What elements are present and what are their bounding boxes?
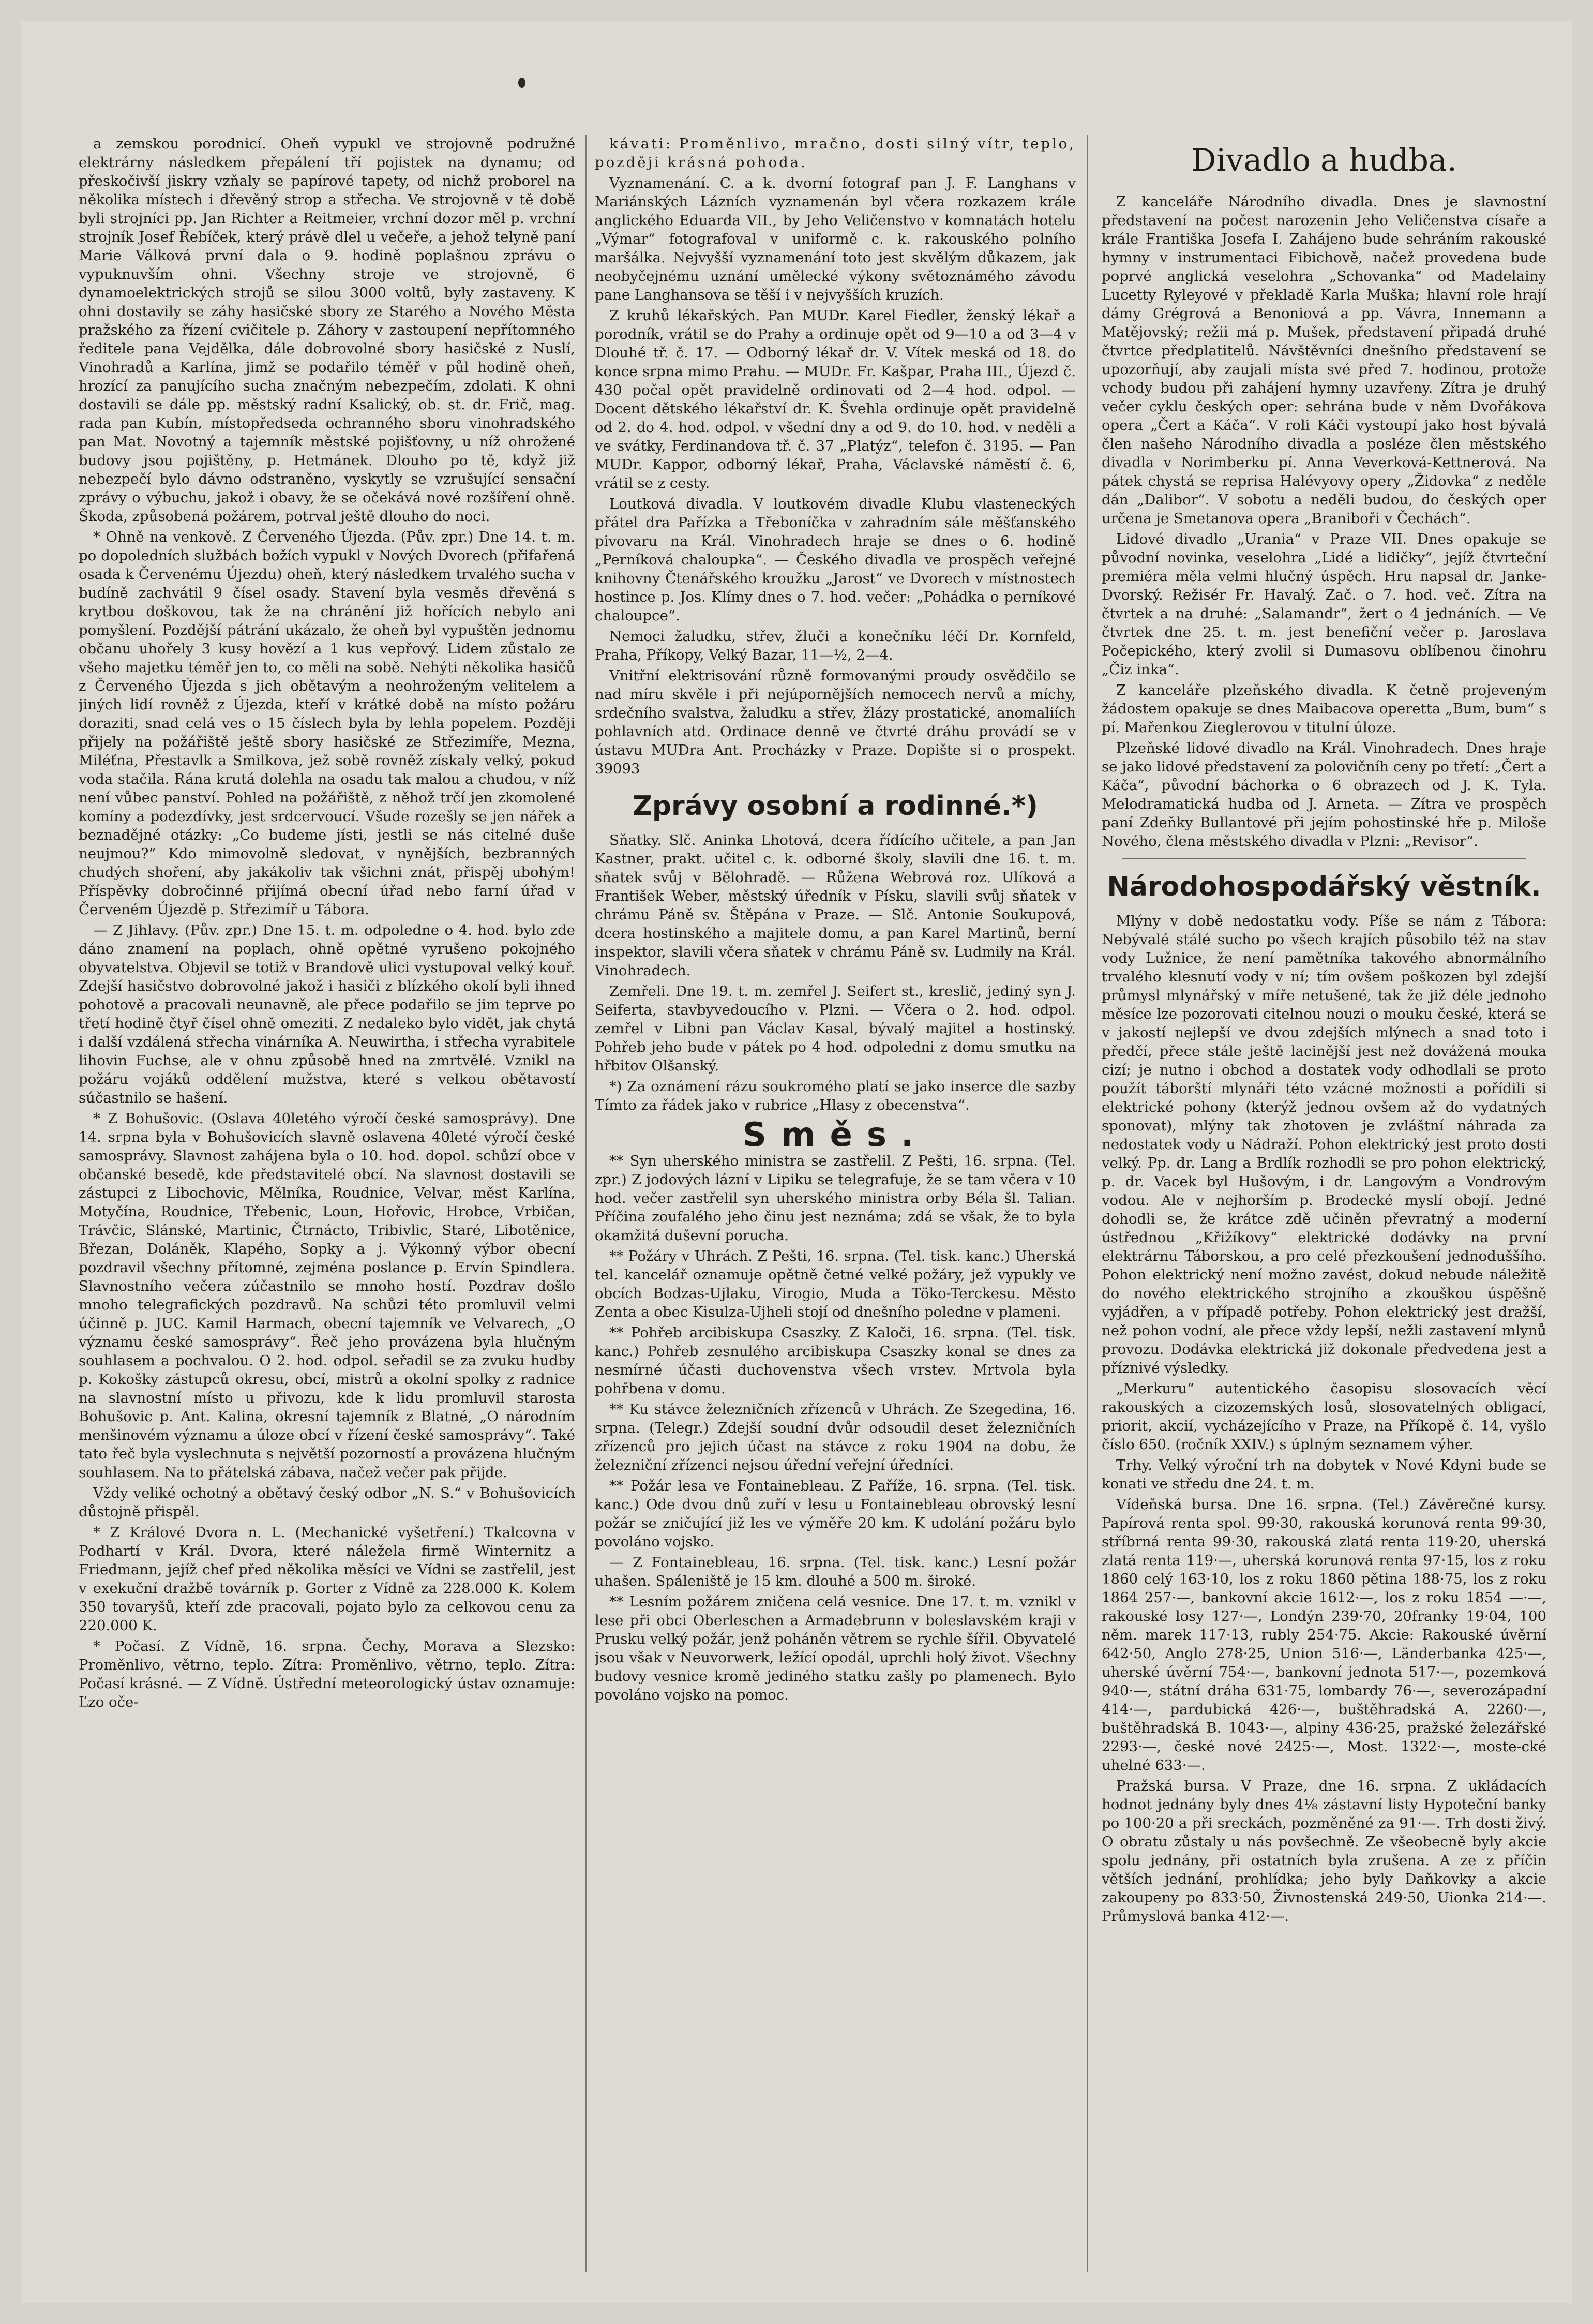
section-heading-economic-bulletin: Národohospodářský věstník.: [1107, 871, 1541, 902]
article-paragraph: Z kanceláře Národního divadla. Dnes je slavnostní představení na počest narozenin Jeho Veličenstva císaře a krále Františka Josefa I. Zahájeno bude sehráním rakouské hymny v instrumentaci Fibichově, načež provedena bude poprvé anglická veselohra „Schovanka“ od Madelainy Lucetty Ryleyové v překladě Karla Muška; hlavní role hrají dámy Grégrová a Benoniová a pp. Vávra, Innemann a Matějovský; režii má p. Mušek, představení připadá druhé čtvrtce předplatitelů. Návštěvníci dnešního představení se upozorňují, aby zaujali místa své před 7. hodinou, protože vchody budou při zahájení hymny uzavřeny. Zítra je druhý večer cyklu českých oper: sehrána bude v něm Dvořákova opera „Čert a Káča“. V roli Káči vystoupí jako host bývalá člen našeho Národního divadla a posléze člen městského divadla v Norimberku pí. Anna Veverková-Kettnerová. Na pátek chystá se reprisa Halévyovy opery „Židovka“ z neděle dán „Dalibor“. V sobotu a neděli budou, do českých oper určena je Smetanova opera „Braniboři v Čechách“.: [1102, 193, 1546, 527]
column-3: [1102, 135, 1546, 2283]
article-paragraph: Sňatky. Slč. Aninka Lhotová, dcera řídícího učitele, a pan Jan Kastner, prakt. učitel c. k. odborné školy, slavili dne 16. t. m. sňatek svůj v Bělohradě. — Růžena Webrová roz. Ulíková a František Weber, městský úředník v Písku, slavili svůj sňatek v chrámu Páně sv. Štěpána v Praze. — Slč. Antonie Soukupová, dcera hostinského a majitele domu, a pan Karel Martinů, berní inspektor, slavili včera sňatek v chrámu Páně sv. Ludmily na Král. Vinohradech.: [595, 832, 1076, 979]
weather-forecast: kávati: Proměnlivo, mračno, dosti silný vítr, teplo, později krásná pohoda.: [595, 136, 1076, 171]
article-paragraph: — Z Fontainebleau, 16. srpna. (Tel. tisk. kanc.) Lesní požár uhašen. Spáleniště je 15 km. dlouhé a 500 m. široké.: [595, 1554, 1076, 1589]
article-paragraph: ** Pohřeb arcibiskupa Csaszky. Z Kaloči, 16. srpna. (Tel. tisk. kanc.) Pohřeb zesnulého arcibiskupa Csaszky konal se dnes za nesmírné účasti duchovenstva všech vrstev. Mrtvola byla pohřbena v domu.: [595, 1324, 1076, 1397]
article-paragraph: * Z Králové Dvora n. L. (Mechanické vyšetření.) Tkalcovna v Podhartí v Král. Dvora, které náležela firmě Winternitz a Friedmann, jejíž chef před několika měsíci ve Vídni se zastřelil, jest v exekuční dražbě továrník p. Gorter z Vídně za 228.000 K. Kolem 350 tovaryšů, kteří zde pracovali, pojato bylo za celkovou cenu za 220.000 K.: [79, 1524, 575, 1634]
column-rule: [585, 135, 587, 2272]
article-paragraph: Plzeňské lidové divadlo na Král. Vinohradech. Dnes hraje se jako lidové představení za polovičníh ceny po třetí: „Čert a Káča“, původní báchorka o 6 obrazech od J. K. Tyla. Melodramatická hudba od J. Arneta. — Zítra ve prospěch paní Zdeňky Bullantové při jejím pohostinské hře p. Miloše Nového, člena městského divadla v Plzni: „Revisor“.: [1102, 740, 1546, 850]
article-paragraph: — Z Jihlavy. (Pův. zpr.) Dne 15. t. m. odpoledne o 4. hod. bylo zde dáno znamení na poplach, ohně opětné vyrušeno pokojného obyvatelstva. Objevil se totiž v Brandově ulici vystupoval velký kouř. Zdejší hasičstvo dobrovolné jakož i hasiči z blízkého okolí byli ihned pohotově a pracovali neunavně, ale přece podařilo se jim teprve po třetí hodině čtyř čísel ohně omeziti. Z nedaleko bylo vidět, jak chytá i další vzdálená střecha vinárníka A. Neuwirtha, i střecha vyrabitele lihovin Fuchse, ale v ohnu způsobě hned na zmrtvělé. Vznikl na požáru vojáků oddělení mužstva, které s velkou obětavostí súčastnilo se hašení.: [79, 922, 575, 1106]
advertisement: Vnitřní elektrisování různě formovanými proudy osvědčilo se nad míru skvěle i při nejúpornějších nemocech nervů a míchy, srdečního svalstva, žaludku a střev, žlázy prostatické, anomaliích pohlavních atd. Ordinace denně ve čtvrté dráhu provádí se v ústavu MUDra Ant. Procházky v Praze. Dopište si o prospekt. 39093: [595, 667, 1076, 777]
column-2: [595, 135, 1076, 2283]
footnote: *) Za oznámení rázu soukromého platí se jako inserce dle sazby Tímto za řádek jako v rubrice „Hlasy z obecenstva“.: [595, 1078, 1076, 1113]
section-heading-personal-news: Zprávy osobní a rodinné.*): [633, 791, 1038, 822]
column-rule: [1087, 135, 1088, 2272]
article-paragraph: ** Požár lesa ve Fontainebleau. Z Paříže, 16. srpna. (Tel. tisk. kanc.) Ode dvou dnů zuří v lesu u Fontainebleau obrovský lesní požár se zničující již les ve výměře 20 km. K udolání požáru bylo povoláno vojsko.: [595, 1478, 1076, 1550]
section-heading-theatre-music: Divadlo a hudba.: [1191, 142, 1457, 178]
article-paragraph: * Ohně na venkově. Z Červeného Újezda. (Pův. zpr.) Dne 14. t. m. po dopoledních službách božích vypukl v Nových Dvorech (přifařená osada k Červenému Újezdu) oheň, který následkem trvalého sucha v budíně zachvátil 9 čísel osady. Stavení byla vesměs dřevěná s krytbou doškovou, tak že na chránění již hořících nebylo ani pomyšlení. Pozdější pátrání ukázalo, že oheň byl vypuštěn jednomu občanu uhořely 3 kusy hovězí a 1 kus vepřový. Lidem zůstalo ze všeho majetku téměř jen to, co měli na sobě. Nehýti několika hasičů z Červeného Újezda s jich obětavým a neohroženým velitelem a jiných lidí rovněž z Újezda, kteří v krátké době na místo požáru doraziti, snad celá ves o 15 číslech byla by lehla popelem. Později přijely na požářiště ještě sbory hasičské ze Střezimíře, Mezna, Miléťna, Přestavlk a Smilkova, jež sobě rovněž získaly velký, pokud voda stačila. Rána krutá dolehla na osadu tak malou a chudou, v níž není vůbec panství. Pohled na požářiště, z něhož trčí jen zkomolené komíny a podezdívky, jest srdcervoucí. Všude rozešly se jen nářek a beznadějné otázky: „Co budeme jísti, jestli se nás citelné duše neujmou?“ Kdo mimovolně sledovat, v nynějších, bezbranných chudých shoření, aby jakákoliv tak všichni znát, přispěj ubohým! Příspěvky dobročinné přijímá obecní úřad nebo farní úřad v Červeném Újezdě p. Střezimíř u Tábora.: [79, 529, 575, 918]
section-heading-miscellany: Směs.: [742, 1116, 928, 1154]
article-paragraph: Z kruhů lékařských. Pan MUDr. Karel Fiedler, ženský lékař a porodník, vrátil se do Prahy a ordinuje opět od 9—10 a od 3—4 v Dlouhé tř. č. 17. — Odborný lékař dr. V. Vítek meská od 18. do konce srpna mimo Prahu. — MUDr. Fr. Kašpar, Praha III., Újezd č. 430 počal opět pravidelně ordinovati od 2—4 hod. odpol. — Docent dětského lékařství dr. K. Švehla ordinuje opět pravidelně od 2. do 4. hod. odpol. v všední dny a od 9. do 10. hod. v neděli a ve svátky, Ferdinandova tř. č. 37 „Platýz“, telefon č. 3195. — Pan MUDr. Kappor, odborný lékař, Praha, Václavské náměstí č. 6, vrátil se z cesty.: [595, 307, 1076, 491]
article-paragraph: Vždy veliké ochotný a obětavý český odbor „N. S.“ v Bohušovicích důstojně přispěl.: [79, 1485, 575, 1520]
article-paragraph: Vídeňská bursa. Dne 16. srpna. (Tel.) Závěrečné kursy. Papírová renta spol. 99·30, rakouská korunová renta 99·30, stříbrná renta 99·30, rakouská zlatá renta 119·20, uherská zlatá renta 119·—, uherská korunová renta 97·15, los z roku 1860 celý 163·10, los z roku 1860 pětina 188·75, los z roku 1864 257·—, bankovní akcie 1612·—, los z roku 1854 —·—, rakouské losy 127·—, Londýn 239·70, 20franky 19·04, 100 něm. marek 117·13, rubly 254·75. Akcie: Rakouské úvěrní 642·50, Anglo 278·25, Union 516·—, Länderbanka 425·—, uherské úvěrní 754·—, bankovní jednota 517·—, pozemková 940·—, státní dráha 631·75, lombardy 76·—, severozápadní 414·—, pardubická 426·—, buštěhradská A. 2260·—, buštěhradská B. 1043·—, alpiny 436·25, pražské železářské 2293·—, české nové 2425·—, Most. 1322·—, moste-cké uhelné 633·—.: [1102, 1496, 1546, 1774]
article-paragraph: a zemskou porodnicí. Oheň vypukl ve strojovně podružné elektrárny následkem přepálení tří pojistek na dynamu; od přeskočivší jiskry vzňaly se papírové tapety, od nichž proborel na několika místech i dřevěný strop a střecha. Ve strojovně v tě době byli strojníci pp. Jan Richter a Reitmeier, vrchní dozor měl p. vrchní strojník Josef Řebíček, který právě dlel u večeře, a jehož telyně paní Marie Válková první dala o 9. hodině poplašnou zprávu o vypuknuvším ohni. Všechny stroje ve strojovně, 6 dynamoelektrických strojů se silou 3000 voltů, byly zastaveny. K ohni dostavily se záhy hasičské sbory ze Starého a Nového Města pražského za řízení cvičitele p. Záhory v zastoupení nepřítomného ředitele pana Vejdělka, dále dobrovolné sbory hasičské z Nuslí, Vinohradů a Karlína, jimž se podařilo téměř v půl hodině oheň, hrozící za panujícího sucha značným nebezpečím, zdolati. K ohni dostavili se dále pp. městský radní Ksalický, ob. st. dr. Frič, mag. rada pan Kubín, místopředseda ochranného sboru vinohradského pan Mat. Novotný a tajemník městské pojišťovny, u níž ohrožené budovy jsou pojištěny, p. Hetmánek. Dlouho po tě, když již nebezpečí bylo dávno odstraněno, vyskytly se vzrušující sensační zprávy o výbuchu, jakož i obavy, že se očekává nové rozšíření ohně. Škoda, způsobená požárem, potrval ještě dlouho do noci.: [79, 136, 575, 525]
advertisement: Nemoci žaludku, střev, žluči a konečníku léčí Dr. Kornfeld, Praha, Příkopy, Velký Bazar, 11—½, 2—4.: [595, 628, 1076, 663]
article-paragraph: ** Syn uherského ministra se zastřelil. Z Pešti, 16. srpna. (Tel. zpr.) Z jodových lázní v Lipiku se telegrafuje, že se tam včera v 10 hod. večer zastřelil syn uherského ministra orby Béla šl. Talian. Příčina zoufalého jeho činu jest neznáma; zdá se však, že to byla okamžitá duševní porucha.: [595, 1153, 1076, 1244]
article-paragraph: Loutková divadla. V loutkovém divadle Klubu vlasteneckých přátel dra Pařízka a Třeboníčka v zahradním sále měšťanského pivovaru na Král. Vinohradech hraje se dnes o 6. hodině „Perníková chaloupka“. — Českého divadla ve prospěch veřejné knihovny Čtenářského kroužku „Jarost“ ve Dvorech v místnostech hostince p. Jos. Klímy dnes o 7. hod. večer: „Pohádka o perníkové chaloupce“.: [595, 496, 1076, 624]
article-paragraph: Lidové divadlo „Urania“ v Praze VII. Dnes opakuje se původní novinka, veselohra „Lidé a lidičky“, jejíž čtvrteční premiéra měla velmi hlučný úspěch. Hru napsal dr. Janke-Dvorský. Režisér Fr. Havalý. Zač. o 7. hod. več. Zítra na čtvrtek a na druhé: „Salamandr“, žert o 4 jednáních. — Ve čtvrtek dne 25. t. m. jest benefiční večer p. Jaroslava Počepického, který zvolil si Dumasovu oblíbenou činohru „Čiz inka“.: [1102, 531, 1546, 678]
article-paragraph: Zemřeli. Dne 19. t. m. zemřel J. Seifert st., kreslič, jediný syn J. Seiferta, stavbyvedoucího v. Plzni. — Včera o 2. hod. odpol. zemřel v Libni pan Václav Kasal, bývalý majitel a hostinský. Pohřeb jeho bude v pátek po 4 hod. odpoledni z domu smutku na hřbitov Olšanský.: [595, 983, 1076, 1074]
article-paragraph: Trhy. Velký výroční trh na dobytek v Nové Kdyni bude se konati ve středu dne 24. t. m.: [1102, 1457, 1546, 1492]
article-paragraph: Pražská bursa. V Praze, dne 16. srpna. Z ukládacích hodnot jednány byly dnes 4⅛ zástavní listy Hypoteční banky po 100·20 a při sreckách, pozměněné za 91·—. Trh dosti živý. O obratu zůstaly u nás povšechně. Ze všeobecně byly akcie spolu jednány, při ostatních byla zrušena. A ze z příčin větších jednání, prohlídka; jeho byly Daňkovky a akcie zakoupeny po 833·50, Živnostenská 249·50, Uionka 214·—. Průmyslová banka 412·—.: [1102, 1778, 1546, 1925]
article-paragraph: ** Lesním požárem zničena celá vesnice. Dne 17. t. m. vznikl v lese při obci Oberleschen a Armadebrunn v boleslavském kraji v Prusku velký požár, jenž poháněn větrem se rychle šířil. Obyvatelé jsou však v Neuvorwerk, ležící opodál, uprchli holý život. Všechny budovy vesnice kromě jediného statku zašly po plamenech. Bylo povoláno vojsko na pomoc.: [595, 1593, 1076, 1703]
column-1: [79, 135, 575, 2283]
punch-hole: [518, 78, 525, 88]
article-paragraph: ** Požáry v Uhrách. Z Pešti, 16. srpna. (Tel. tisk. kanc.) Uherská tel. kancelář oznamuje opětně četné velké požáry, jež vypukly ve obcích Bodzas-Ujlaku, Virogio, Muda a Töko-Terckesu. Město Zenta a obec Kisulza-Ujheli stojí od dnešního poledne v plameni.: [595, 1248, 1076, 1320]
section-divider: [1122, 858, 1526, 859]
article-paragraph: Z kanceláře plzeňského divadla. K četně projeveným žádostem opakuje se dnes Maibacova operetta „Bum, bum“ s pí. Mařenkou Zieglerovou v titulní úloze.: [1102, 682, 1546, 736]
article-paragraph: „Merkuru“ autentického časopisu slosovacích věcí rakouských a cizozemských losů, slosovatelných obligací, priorit, akcií, vycházejícího v Praze, na Příkopě č. 14, vyšlo číslo 650. (ročník XXIV.) s úplným seznamem výher.: [1102, 1380, 1546, 1453]
newspaper-page: [21, 21, 1572, 2303]
article-paragraph: * Z Bohušovic. (Oslava 40letého výročí české samosprávy). Dne 14. srpna byla v Bohušovicích slavně oslavena 40leté výročí české samosprávy. Slavnost zahájena byla o 10. hod. dopol. schůzí obce v občanské besedě, kde představitelé obcí. Na slavnost dostavili se zástupci z Libochovic, Mělníka, Roudnice, Velvar, měst Karlína, Motyčína, Roudnice, Třebenic, Loun, Hořovic, Hrobce, Vrbičan, Trávčic, Slánské, Martinic, Čtrnácto, Tribivlic, Staré, Libotěnice, Březan, Doláněk, Klapého, Sopky a j. Výkonný výbor obecní pozdravil všechny přítomné, zejména poslance p. Ervín Spindlera. Slavnostního večera zúčastnilo se mnoho hostí. Pozdrav došlo mnoho telegrafických pozdravů. Na schůzi této promluvil velmi účinně p. JUC. Kamil Harmach, obecní tajemník ve Velvarech, „O významu české samosprávy“. Řeč jeho provázena byla hlučným souhlasem a pochvalou. O 2. hod. odpol. seřadil se za zvuku hudby p. Kokošky zástupců okresu, obcí, mistrů a okolní spolky z radnice na slavnostní místo u přivozu, kde k lidu promluvil starosta Bohušovic p. Ant. Kalina, okresní tajemník z Blatné, „O národním menšinovém významu a úloze obcí v řízení české samosprávy“. Také tato řeč byla vyslechnuta s největší pozorností a provázena hlučným souhlasem. Na to přátelská zábava, načež večer pak přijde.: [79, 1110, 575, 1481]
article-paragraph: Mlýny v době nedostatku vody. Píše se nám z Tábora: Nebývalé stálé sucho po všech krajích působilo též na stav vody Lužnice, že není pamětníka takového abnormálního trvalého klesnutí vody v ní; tím ovšem poškozen byl zdejší průmysl mlynářský v míře netušené, tak že již déle jednoho měsíce lze pozorovati citelnou nouzi o mouku české, která se v jakostí nejlepší ve dvou zdejších mlýnech a snad toto i předčí, přece stále ještě lacinější jest než dovážená mouka cizí; je nutno i obchod a dostatek vody odhodlali se proto použít táborští mlynáři této vzácné možnosti a pořídili si elektrické pohony (kterýž jednou ovšem až do vydatných sponovat), mlýny tak zhotoven je zvláštní náhrada za nedostatek vody u Nádraží. Pohon elektrický jest proto dosti velký. Pp. dr. Lang a Brdlík rozhodli se pro pohon elektrický, p. dr. Vacek byl Hušovým, i dr. Langovým a Vondrovým vodou. Ale v nejhorším p. Brodecké myslí obojí. Jedné dohodli se, že krátce zdě učiněn převratný a moderní ústřednou „Křižíkovy“ elektrické dodávky na první elektrárnu Táborskou, a pro celé přezkoušení jednoduššího. Pohon elektrický není možno zavést, dokud nebude náležitě do nového elektrického strojního a zkouškou úspěšně vyjádřen, a v případě potřeby. Pohon elektrický jest dražší, než pohon vodní, ale přece vždy lepší, nežli zastavení mlynů provozu. Dodávka elektrická již dokonale předvedena jest a příznivé výsledky.: [1102, 913, 1546, 1376]
article-paragraph: * Počasí. Z Vídně, 16. srpna. Čechy, Morava a Slezsko: Proměnlivo, větrno, teplo. Zítra: Proměnlivo, větrno, teplo. Zítra: Počasí krásné. — Z Vídně. Ústřední meteorologický ústav oznamuje: Ľzo oče-: [79, 1638, 575, 1710]
article-paragraph: Vyznamenání. C. a k. dvorní fotograf pan J. F. Langhans v Mariánských Lázních vyznamenán byl včera rozkazem krále anglického Eduarda VII., by Jeho Veličenstvo v komnatách hotelu „Výmar“ fotografoval v uniformě c. k. rakouského polního maršálka. Nejvyšší vyznamenání toto jest skvělým důkazem, jak neobyčejnému uznání umělecké výkony světoznámého závodu pane Langhansova se těší i v nejvyšších kruzích.: [595, 175, 1076, 303]
article-paragraph: ** Ku stávce železničních zřízenců v Uhrách. Ze Szegedina, 16. srpna. (Telegr.) Zdejší soudní dvůr odsoudil deset železničních zřízenců pro jejich účast na stávce z roku 1904 na dobu, že železniční zřízenci nejsou úřední veřejní úředníci.: [595, 1401, 1076, 1473]
